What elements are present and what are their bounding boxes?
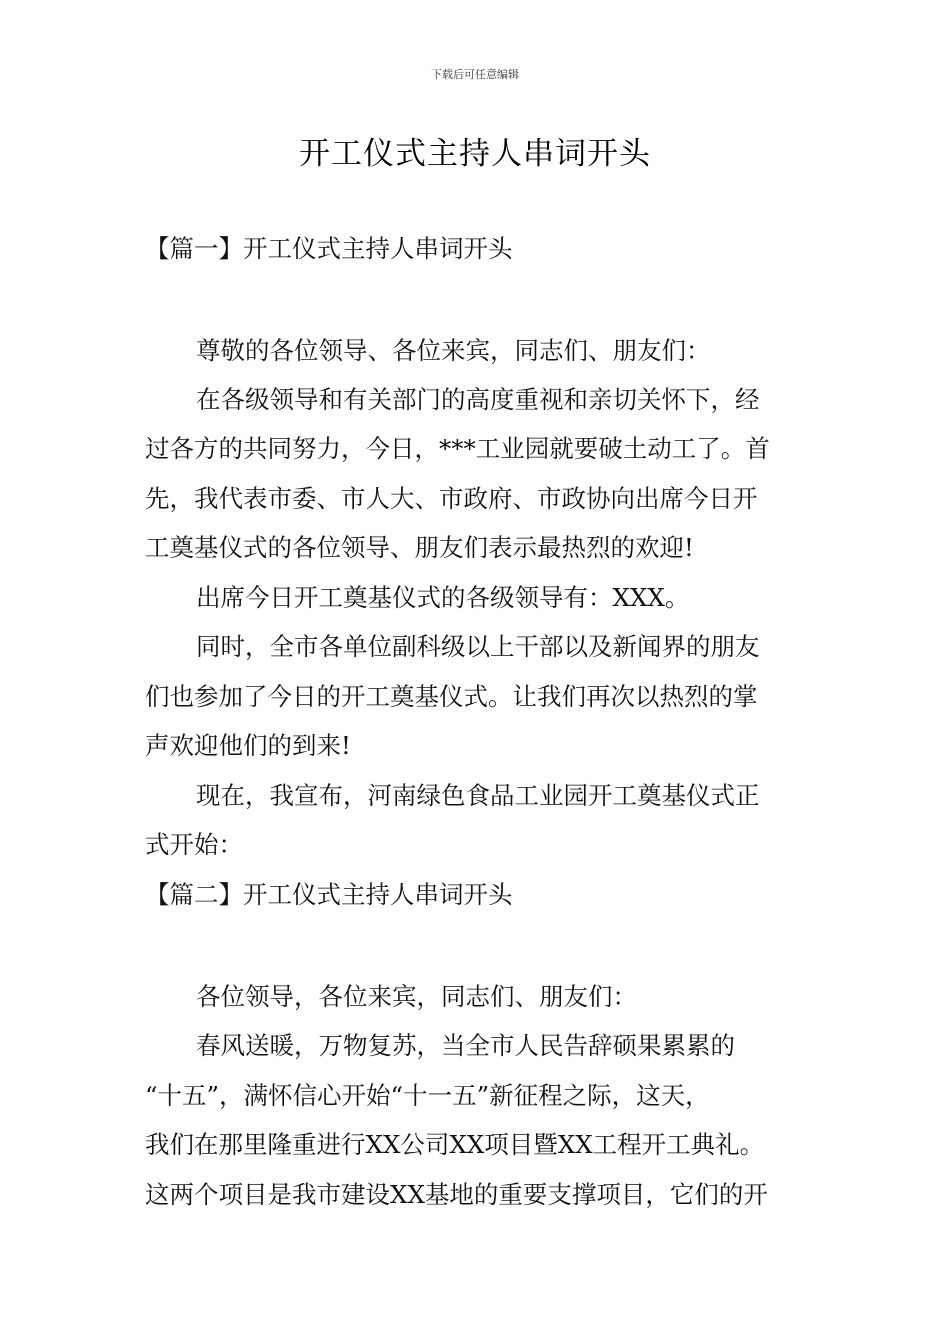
section-heading-1: 【篇一】开工仪式主持人串词开头 (145, 234, 513, 263)
paragraph-line: 春风送暖，万物复苏，当全市人民告辞硕果累累的 (196, 1031, 735, 1060)
paragraph-line: 过各方的共同努力，今日，***工业园就要破土动工了。首 (145, 434, 770, 463)
paragraph-line: 们也参加了今日的开工奠基仪式。让我们再次以热烈的掌 (145, 682, 758, 711)
paragraph-line: 这两个项目是我市建设XX基地的重要支撑项目，它们的开 (145, 1180, 768, 1209)
header-note: 下载后可任意编辑 (431, 68, 519, 81)
paragraph-line: 先，我代表市委、市人大、市政府、市政协向出席今日开 (145, 484, 758, 513)
paragraph-line: “十五”，满怀信心开始“十一五”新征程之际，这天， (145, 1081, 710, 1110)
document-title: 开工仪式主持人串词开头 (299, 136, 651, 172)
paragraph-line: 各位领导，各位来宾，同志们、朋友们： (196, 982, 637, 1011)
paragraph-line: 工奠基仪式的各位领导、朋友们表示最热烈的欢迎! (145, 533, 694, 562)
paragraph-line: 出席今日开工奠基仪式的各级领导有：XXX。 (196, 583, 690, 612)
paragraph-line: 现在，我宣布，河南绿色食品工业园开工奠基仪式正 (196, 781, 760, 810)
paragraph-line: 同时，全市各单位副科级以上干部以及新闻界的朋友 (196, 632, 760, 661)
paragraph-line: 在各级领导和有关部门的高度重视和亲切关怀下，经 (196, 385, 760, 414)
paragraph-line: 式开始： (145, 830, 243, 859)
paragraph-line: 声欢迎他们的到来! (145, 731, 351, 760)
paragraph-line: 尊敬的各位领导、各位来宾，同志们、朋友们： (196, 336, 711, 365)
section-heading-2: 【篇二】开工仪式主持人串词开头 (145, 880, 513, 909)
paragraph-line: 我们在那里隆重进行XX公司XX项目暨XX工程开工典礼。 (145, 1130, 765, 1159)
